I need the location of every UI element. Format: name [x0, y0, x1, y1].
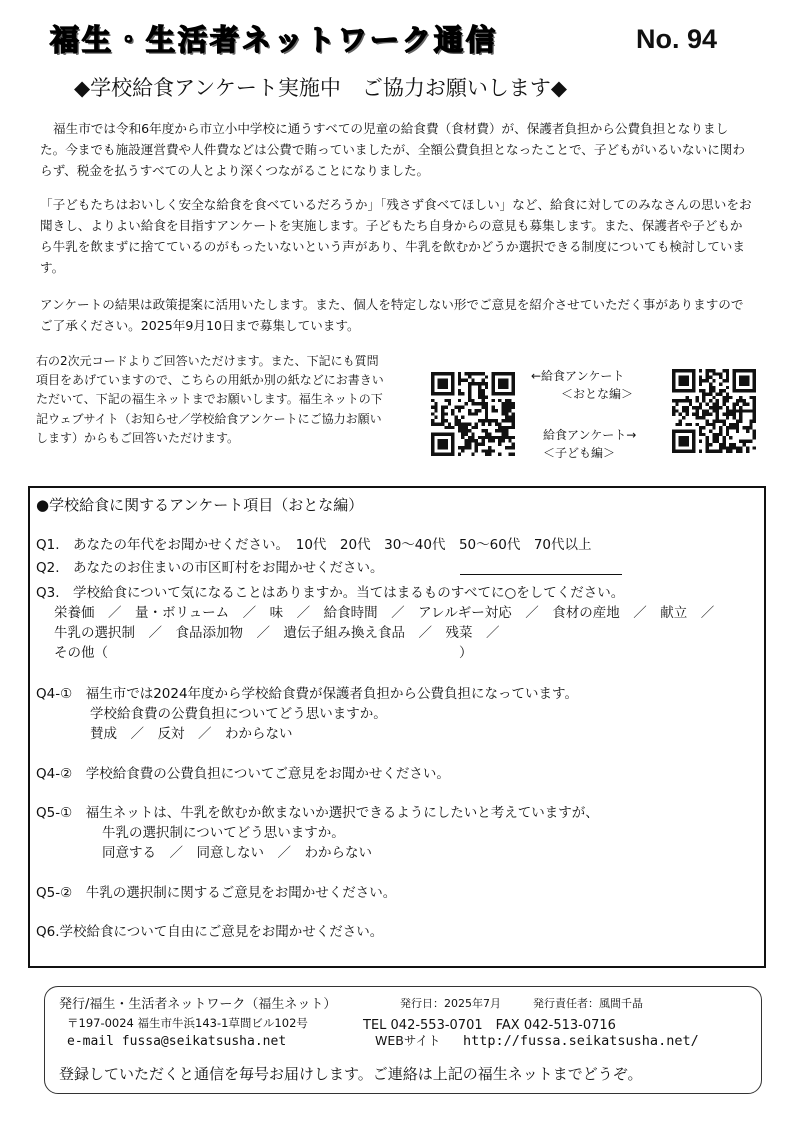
footer-box [44, 986, 762, 1094]
question-3: Q3. 学校給食について気になることはありますか。当てはまるものすべてに○をしてください。 [36, 585, 625, 601]
web-label: WEBサイト [375, 1033, 441, 1048]
answer-line [460, 574, 622, 575]
question-4-1-sub: 学校給食費の公費負担についてどう思いますか。 [90, 706, 387, 722]
question-5-1-choices: 同意する ／ 同意しない ／ わからない [102, 845, 372, 861]
survey-heading: ●学校給食に関するアンケート項目（おとな編） [36, 496, 364, 514]
question-4-1: Q4-① 福生市では2024年度から学校給食費が保護者負担から公費負担になっています。 [36, 686, 578, 702]
question-4-2: Q4-② 学校給食費の公費負担についてご意見をお聞かせください。 [36, 766, 450, 782]
qr-label-child-edition: ＜子ども編＞ [543, 446, 616, 460]
qr-label-adult: ←給食アンケート [531, 369, 625, 383]
footer-note: 登録していただくと通信を毎号お届けします。ご連絡は上記の福生ネットまでどうぞ。 [59, 1065, 643, 1083]
qr-code-child[interactable] [672, 369, 756, 453]
question-2: Q2. あなたのお住まいの市区町村をお聞かせください。 [36, 560, 384, 576]
question-1: Q1. あなたの年代をお聞かせください。 10代 20代 30～40代 50～60代 70代以上 [36, 537, 592, 553]
question-5-2: Q5-② 牛乳の選択制に関するご意見をお聞かせください。 [36, 885, 397, 901]
question-6: Q6.学校給食について自由にご意見をお聞かせください。 [36, 924, 384, 940]
publisher: 発行/福生・生活者ネットワーク（福生ネット） [59, 997, 337, 1012]
publish-date: 発行日：2025年7月 [400, 997, 501, 1010]
question-3-options-1: 栄養価 ／ 量・ボリューム ／ 味 ／ 給食時間 ／ アレルギー対応 ／ 食材の産地 ／ 献立 ／ [54, 605, 715, 621]
responsible-person: 発行責任者：風間千晶 [533, 997, 643, 1010]
qr-instructions: 右の2次元コードよりご回答いただけます。また、下記にも質問項目をあげていますので、こちらの用紙か別の紙などにお書きいただいて、下記の福生ネットまでお願いします。福生ネットの下記ウェブサイト（お知らせ／学校給食アンケートにご協力お願いします）からもご回答いただけます。 [36, 354, 384, 445]
question-3-options-2: 牛乳の選択制 ／ 食品添加物 ／ 遺伝子組み換え食品 ／ 残菜 ／ [54, 625, 500, 641]
address: 〒197-0024 福生市牛浜143-1草間ビル102号 [67, 1016, 308, 1030]
newsletter-title: 福生・生活者ネットワーク通信 [50, 23, 499, 57]
survey-box [28, 486, 766, 968]
question-3-other: その他（ ） [54, 645, 473, 661]
question-5-1: Q5-① 福生ネットは、牛乳を飲むか飲まないか選択できるようにしたいと考えていますが、 [36, 805, 599, 821]
qr-code-adult[interactable] [431, 372, 515, 456]
question-5-1-sub: 牛乳の選択制についてどう思いますか。 [102, 825, 345, 841]
intro-paragraph-3: アンケートの結果は政策提案に活用いたします。また、個人を特定しない形でご意見を紹介させていただく事がありますのでご了承ください。2025年9月10日まで募集しています。 [40, 297, 744, 333]
email[interactable]: e-mail fussa@seikatsusha.net [67, 1034, 287, 1049]
tel-fax: TEL 042-553-0701 FAX 042-513-0716 [363, 1018, 616, 1033]
intro-paragraph-1: 福生市では令和6年度から市立小中学校に通うすべての児童の給食費（食材費）が、保護者負担から公費負担となりました。今までも施設運営費や人件費などは公費で賄っていましたが、全額公費負担となったことで、子どもがいるいないに関わらず、税金を払うすべての人とより深くつながることになりました。 [40, 121, 745, 178]
web-url[interactable]: http://fussa.seikatsusha.net/ [463, 1033, 699, 1049]
issue-number: No. 94 [636, 24, 718, 54]
headline: ◆学校給食アンケート実施中 ご協力お願いします◆ [74, 76, 568, 100]
question-4-1-choices: 賛成 ／ 反対 ／ わからない [90, 726, 293, 742]
intro-paragraph-2: 「子どもたちはおいしく安全な給食を食べているだろうか」「残さず食べてほしい」など、給食に対してのみなさんの思いをお聞きし、よりよい給食を目指すアンケートを実施します。子どもたち自身からの意見も募集します。また、保護者や子どもから牛乳を飲まずに捨てているのがもったいないという声があり、牛乳を飲むかどうか選択できる制度についても検討しています。 [40, 197, 752, 275]
qr-label-adult-edition: ＜おとな編＞ [561, 387, 634, 401]
qr-label-child: 給食アンケート→ [543, 428, 637, 442]
